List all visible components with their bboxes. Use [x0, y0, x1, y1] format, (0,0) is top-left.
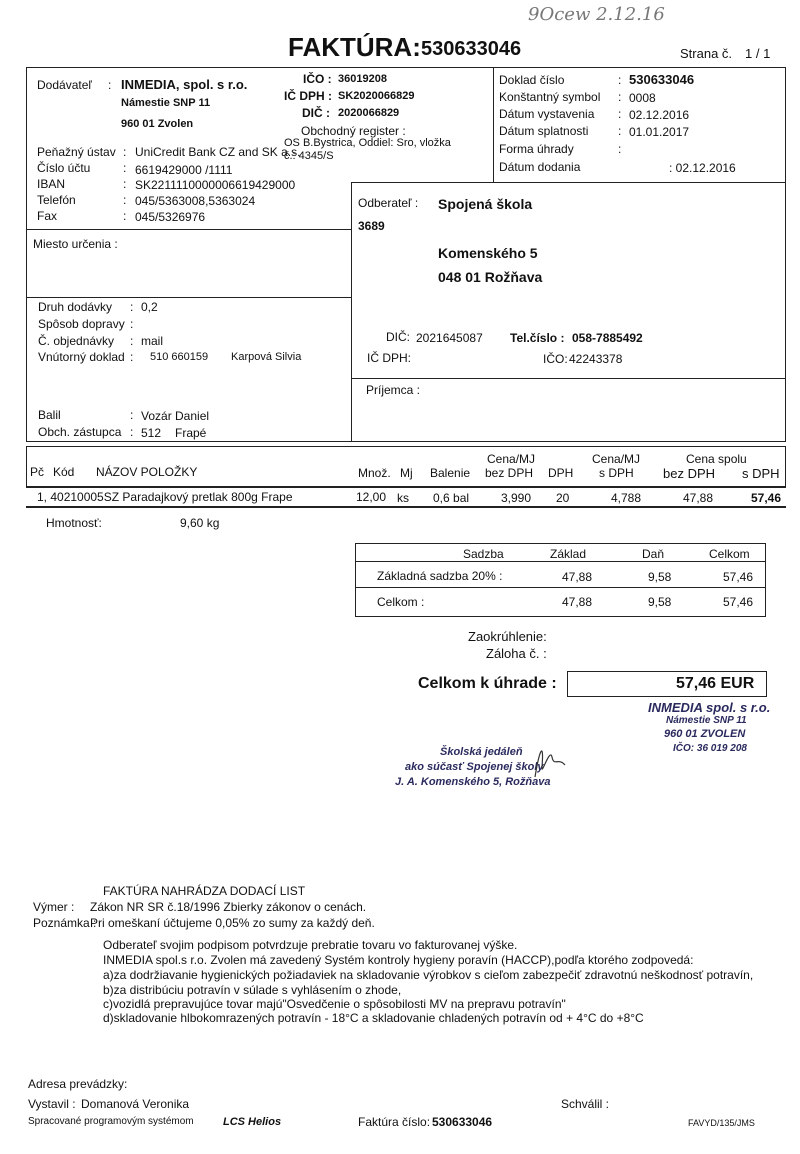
supplier-city: 960 01 Zvolen	[121, 118, 194, 130]
sales-rep-label: Obch. zástupca	[38, 425, 122, 439]
col-total-excl: bez DPH	[663, 466, 716, 481]
footer-text-6: d)skladovanie hlbokomrazených potravín - 18°C a skladovanie chladených potravín od + 4°C do +8°C	[103, 1011, 644, 1025]
vat-row-base: 47,88	[562, 570, 593, 584]
note-text: Pri omeškaní účtujeme 0,05% zo sumy za každý deň.	[90, 916, 375, 930]
stamp-customer-line-2: ako súčasť Spojenej školy	[405, 761, 544, 773]
due-date-label: Dátum splatnosti	[499, 124, 589, 138]
vat-row-tax: 9,58	[648, 570, 672, 584]
footer-text-3: a)za dodržiavanie hygienických požiadaviek na skladovanie výrobkov s cieľom zabezpečiť zdravotnú neškodnosť potravín,	[103, 968, 754, 982]
stamp-customer-line-3: J. A. Komenského 5, Rožňava	[395, 776, 551, 788]
constant-symbol: 0008	[629, 91, 656, 105]
form-code: FAVYD/135/JMS	[688, 1118, 755, 1128]
footer-text-2: INMEDIA spol.s r.o. Zvolen má zavedený Systém kontroly hygieny poravín (HACCP),podľa ktorého zodpovedá:	[103, 953, 694, 967]
col-vat: DPH	[548, 466, 574, 480]
vat-col-total: Celkom	[709, 547, 750, 561]
iban-value: SK2211110000006619429000	[135, 178, 296, 192]
vat-col-tax: Daň	[642, 547, 665, 561]
issue-date-label: Dátum vystavenia	[499, 107, 595, 121]
sales-rep-name: Frapé	[175, 426, 207, 440]
supplier-label: Dodávateľ	[37, 78, 92, 92]
register-label: Obchodný register :	[301, 124, 406, 138]
item-price-incl: 4,788	[611, 491, 642, 505]
vat-row-total: 57,46	[723, 570, 754, 584]
phone-value: 045/5363008,5363024	[135, 194, 256, 208]
iban-label: IBAN	[37, 177, 66, 191]
delivery-date-label: Dátum dodania	[499, 160, 581, 174]
signature-scribble	[530, 737, 570, 782]
rounding-label: Zaokrúhlenie:	[468, 629, 547, 644]
supplier-dic: 2020066829	[338, 107, 400, 119]
supplier-ico: 36019208	[338, 73, 387, 85]
customer-dic-label: DIČ:	[386, 330, 410, 344]
item-price-excl: 3,990	[501, 491, 532, 505]
item-unit: ks	[397, 491, 409, 505]
customer-street: Komenského 5	[438, 245, 538, 261]
col-pack: Balenie	[430, 466, 471, 480]
invoice-title: FAKTÚRA:	[288, 32, 421, 62]
stamp-supplier-line-1: INMEDIA spol. s r.o.	[648, 700, 771, 715]
footer-text-4: b)za distribúciu potravín v súlade s vyhlásením o zhode,	[103, 983, 402, 997]
total-due-value: 57,46 EUR	[676, 675, 755, 692]
col-total-incl: s DPH	[742, 466, 780, 481]
customer-label: Odberateľ :	[358, 196, 419, 210]
invoice-no: 530633046	[432, 1115, 493, 1129]
internal-doc-label: Vnútorný doklad	[38, 350, 125, 364]
item-vat: 20	[556, 491, 570, 505]
weight-label: Hmotnosť:	[46, 516, 102, 530]
customer-name: Spojená škola	[438, 196, 533, 212]
issuer-name: Domanová Veronika	[81, 1097, 190, 1111]
register-line-1: OS B.Bystrica, Oddiel: Sro, vložka	[284, 137, 451, 149]
vat-row-label: Základná sadzba 20% :	[377, 569, 503, 583]
customer-code: 3689	[358, 219, 385, 233]
due-date: 01.01.2017	[629, 125, 690, 139]
recipient-label: Príjemca :	[366, 383, 421, 397]
processed-label: Spracované programovým systémom	[28, 1116, 194, 1127]
vat-col-rate: Sadzba	[463, 547, 504, 561]
stamp-supplier-line-4: IČO: 36 019 208	[673, 743, 747, 754]
approved-label: Schválil :	[561, 1097, 610, 1111]
order-number-label: Č. objednávky	[38, 334, 115, 348]
stamp-customer-line-1: Školská jedáleň	[440, 746, 523, 758]
delivery-date: : 02.12.2016	[669, 161, 736, 175]
col-total: Cena spolu	[686, 452, 747, 466]
order-number: mail	[141, 334, 164, 348]
vymer-text: Zákon NR SR č.18/1996 Zbierky zákonov o cenách.	[90, 900, 367, 914]
phone-label: Telefón	[37, 193, 76, 207]
issuer-label: Vystavil :	[28, 1097, 76, 1111]
supplier-ico-label: IČO :	[303, 72, 332, 86]
col-price-incl-1: Cena/MJ	[592, 452, 641, 466]
payment-form: :	[618, 142, 622, 156]
supplier-dic-label: DIČ :	[302, 106, 330, 120]
item-description: 1, 40210005SZ Paradajkový pretlak 800g Frape	[37, 490, 293, 504]
weight-value: 9,60 kg	[180, 516, 220, 530]
sales-rep-code: 512	[141, 426, 162, 440]
col-qty: Množ.	[358, 466, 391, 480]
doc-number-label: Doklad číslo	[499, 73, 565, 87]
invoice-no-label: Faktúra číslo:	[358, 1115, 431, 1129]
register-line-2: č.: 4345/S	[284, 150, 334, 162]
vat-sum-total: 57,46	[723, 595, 754, 609]
item-total-excl: 47,88	[683, 491, 714, 505]
delivery-type: 0,2	[141, 300, 158, 314]
supplier-icdph-label: IČ DPH :	[284, 89, 332, 103]
customer-city: 048 01 Rožňava	[438, 269, 543, 285]
page-number: 1 / 1	[745, 46, 771, 61]
vat-col-base: Základ	[550, 547, 587, 561]
customer-ico: 42243378	[569, 352, 623, 366]
constant-symbol-label: Konštantný symbol	[499, 90, 601, 104]
supplier-name: INMEDIA, spol. s r.o.	[121, 77, 248, 92]
doc-number: 530633046	[629, 72, 695, 87]
account-number: 6619429000 /1111	[135, 163, 233, 177]
footer-heading: FAKTÚRA NAHRÁDZA DODACÍ LIST	[103, 884, 306, 898]
footer-text-1: Odberateľ svojim podpisom potvrdzuje prebratie tovaru vo fakturovanej výške.	[103, 938, 518, 952]
customer-dic: 2021645087	[416, 331, 483, 345]
vymer-label: Výmer :	[33, 900, 75, 914]
vat-sum-tax: 9,58	[648, 595, 672, 609]
vat-sum-label: Celkom :	[377, 595, 425, 609]
col-price-excl-2: bez DPH	[485, 466, 534, 480]
deposit-label: Záloha č. :	[486, 646, 547, 661]
stamp-supplier-line-2: Námestie SNP 11	[666, 715, 747, 726]
delivery-type-label: Druh dodávky	[38, 300, 113, 314]
customer-tel-label: Tel.číslo :	[510, 331, 565, 345]
customer-ico-label: IČO:	[543, 352, 568, 366]
transport-label: Spôsob dopravy	[38, 317, 125, 331]
invoice-title-number: 530633046	[421, 38, 522, 60]
footer-text-5: c)vozidlá prepravujúce tovar majú"Osvedčenie o spôsobilosti MV na prepravu potravín"	[103, 997, 566, 1011]
payment-form-label: Forma úhrady	[499, 142, 574, 156]
fax-value: 045/5326976	[135, 210, 206, 224]
note-label: Poznámka :	[33, 916, 97, 930]
internal-doc-number: 510 660159	[150, 351, 209, 363]
col-price-incl-2: s DPH	[599, 466, 634, 480]
customer-icdph-label: IČ DPH:	[367, 351, 412, 365]
system-name: LCS Helios	[223, 1116, 282, 1128]
col-pc: Pč	[30, 465, 45, 479]
col-unit: Mj	[400, 466, 413, 480]
col-price-excl-1: Cena/MJ	[487, 452, 536, 466]
bank-name: UniCredit Bank CZ and SK a.s.	[135, 145, 301, 159]
bank-label: Peňažný ústav	[37, 145, 116, 159]
item-pack: 0,6 bal	[433, 491, 470, 505]
total-due-label: Celkom k úhrade :	[418, 675, 557, 692]
issue-date: 02.12.2016	[629, 108, 690, 122]
handwritten-date-note: 9Ocew 2.12.16	[528, 4, 665, 25]
fax-label: Fax	[37, 209, 58, 223]
page-label: Strana č.	[680, 46, 733, 61]
packed-by-label: Balil	[38, 408, 61, 422]
vat-sum-base: 47,88	[562, 595, 593, 609]
packed-by: Vozár Daniel	[141, 409, 210, 423]
item-total-incl: 57,46	[751, 491, 782, 505]
col-code: Kód	[53, 465, 75, 479]
delivery-place-label: Miesto určenia :	[33, 237, 118, 251]
supplier-icdph: SK2020066829	[338, 90, 415, 102]
internal-doc-person: Karpová Silvia	[231, 351, 302, 363]
stamp-supplier-line-3: 960 01 ZVOLEN	[664, 728, 746, 740]
customer-tel: 058-7885492	[572, 331, 643, 345]
col-name: NÁZOV POLOŽKY	[96, 465, 198, 479]
address-label: Adresa prevádzky:	[28, 1077, 128, 1091]
supplier-street: Námestie SNP 11	[121, 97, 211, 109]
item-qty: 12,00	[356, 490, 387, 504]
account-label: Číslo účtu	[37, 161, 91, 175]
